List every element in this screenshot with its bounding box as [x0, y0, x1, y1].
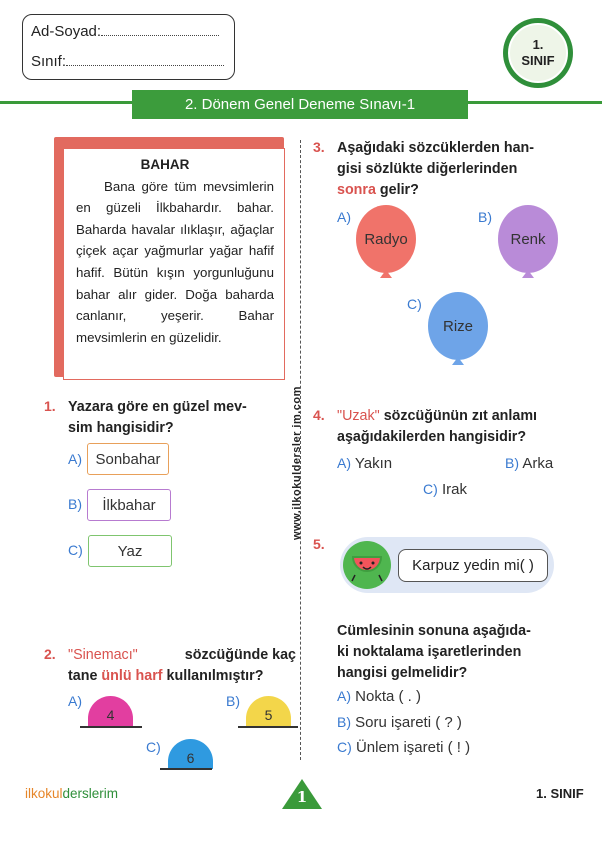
- footer-grade: 1. SINIF: [536, 786, 584, 801]
- q2-line2-a: tane: [68, 668, 98, 684]
- question-1: [44, 397, 294, 439]
- q1-option-b[interactable]: İlkbahar: [87, 489, 171, 521]
- class-field[interactable]: [31, 53, 224, 70]
- q3-option-c-letter: C): [407, 296, 422, 312]
- q3-number: 3.: [313, 139, 325, 155]
- q3-line2: gisi sözlükte diğerlerinden: [337, 161, 518, 177]
- q2-option-a-letter: A): [68, 693, 82, 709]
- q1-option-c[interactable]: Yaz: [88, 535, 172, 567]
- reading-passage: [63, 148, 285, 380]
- q2-line1-rest: sözcüğünde kaç: [184, 647, 296, 663]
- watermelon-icon: [343, 541, 391, 589]
- footer-logo: [25, 786, 118, 801]
- q3-line1: Aşağıdaki sözcüklerden han-: [337, 140, 535, 156]
- badge-line2: SINIF: [521, 53, 555, 68]
- q4-option-c[interactable]: C) Irak: [423, 481, 467, 498]
- name-field[interactable]: [31, 23, 219, 40]
- class-label: Sınıf:: [31, 53, 67, 70]
- q1-option-b-letter: B): [68, 496, 82, 512]
- q3-option-a-letter: A): [337, 209, 351, 225]
- q2-number: 2.: [44, 646, 56, 662]
- q5-line2: ki noktalama işaretlerinden: [337, 644, 522, 660]
- page-number: [282, 777, 322, 809]
- q3-line3-rest: gelir?: [379, 182, 419, 198]
- q4-option-a[interactable]: A) Yakın: [337, 455, 393, 472]
- q2-word: "Sinemacı": [68, 647, 138, 663]
- q2-option-b-underline: [238, 726, 298, 728]
- q1-option-a-letter: A): [68, 451, 82, 467]
- q3-option-c-balloon[interactable]: Rize: [428, 292, 488, 360]
- q2-option-a-underline: [80, 726, 142, 728]
- badge-line1: 1.: [532, 37, 544, 52]
- q1-line2: sim hangisidir?: [68, 420, 174, 436]
- q2-option-b-letter: B): [226, 693, 240, 709]
- q1-number: 1.: [44, 398, 56, 414]
- q5-option-c[interactable]: C) Ünlem işareti ( ! ): [337, 739, 471, 756]
- page-number-text: 1: [296, 788, 308, 806]
- q5-option-a[interactable]: A) Nokta ( . ): [337, 688, 422, 705]
- q2-line2-b: kullanılmıştır?: [166, 668, 264, 684]
- question-3: [313, 138, 563, 201]
- q5-number: 5.: [313, 536, 325, 552]
- q3-option-a-knot: [380, 270, 392, 278]
- class-dots: [66, 65, 224, 66]
- website-vertical-text: www.ilkokuldersler im.com: [291, 386, 303, 540]
- reading-title: BAHAR: [140, 157, 190, 172]
- q2-option-c-underline: [160, 768, 212, 770]
- q3-line3-highlight: sonra: [337, 182, 376, 198]
- q3-option-b-knot: [522, 270, 534, 278]
- q4-number: 4.: [313, 407, 325, 423]
- q5-line3: hangisi gelmelidir?: [337, 665, 468, 681]
- question-2: [44, 645, 296, 687]
- reading-text: Bana göre tüm mevsimlerin en güzeli İlkbahardır. bahar. Baharda havalar ılıklaşır, ağaçlar çiçek açar yağmurlar yağar hafif hafif. Bütün kışın yorgunluğunu bahar alır gider. Doğa baharda canlanır, yeşerir. Bahar mevsimlerin en güzelidir.: [76, 178, 274, 345]
- q3-option-a-balloon[interactable]: Radyo: [356, 205, 416, 273]
- question-5: [337, 621, 563, 684]
- exam-title: 2. Dönem Genel Deneme Sınavı-1: [132, 90, 468, 119]
- q4-option-b[interactable]: B) Arka: [505, 455, 554, 472]
- q3-option-b-letter: B): [478, 209, 492, 225]
- q5-sentence: Karpuz yedin mi( ): [398, 549, 548, 582]
- name-dots: [101, 35, 219, 36]
- q2-option-c-letter: C): [146, 739, 161, 755]
- q5-option-b[interactable]: B) Soru işareti ( ? ): [337, 714, 462, 731]
- name-label: Ad-Soyad:: [31, 23, 102, 40]
- q1-option-a[interactable]: Sonbahar: [87, 443, 169, 475]
- q4-line1-rest: sözcüğünün zıt anlamı: [383, 408, 538, 424]
- student-info-box: [22, 14, 235, 80]
- q4-word: "Uzak": [337, 408, 380, 424]
- q5-line1: Cümlesinin sonuna aşağıda-: [337, 623, 531, 639]
- q2-option-b[interactable]: 5: [246, 696, 291, 726]
- q2-option-c[interactable]: 6: [168, 739, 213, 769]
- footer-logo-part2: derslerim: [62, 786, 119, 801]
- question-4: [313, 406, 569, 448]
- q3-option-c-knot: [452, 357, 464, 365]
- q1-option-c-letter: C): [68, 542, 83, 558]
- q4-line2: aşağıdakilerden hangisidir?: [337, 429, 527, 445]
- footer-logo-part1: ilkokul: [25, 786, 63, 801]
- q2-line2-highlight: ünlü harf: [101, 668, 163, 684]
- q2-option-a[interactable]: 4: [88, 696, 133, 726]
- q1-line1: Yazara göre en güzel mev-: [68, 399, 247, 415]
- q3-option-b-balloon[interactable]: Renk: [498, 205, 558, 273]
- grade-badge: [503, 18, 573, 88]
